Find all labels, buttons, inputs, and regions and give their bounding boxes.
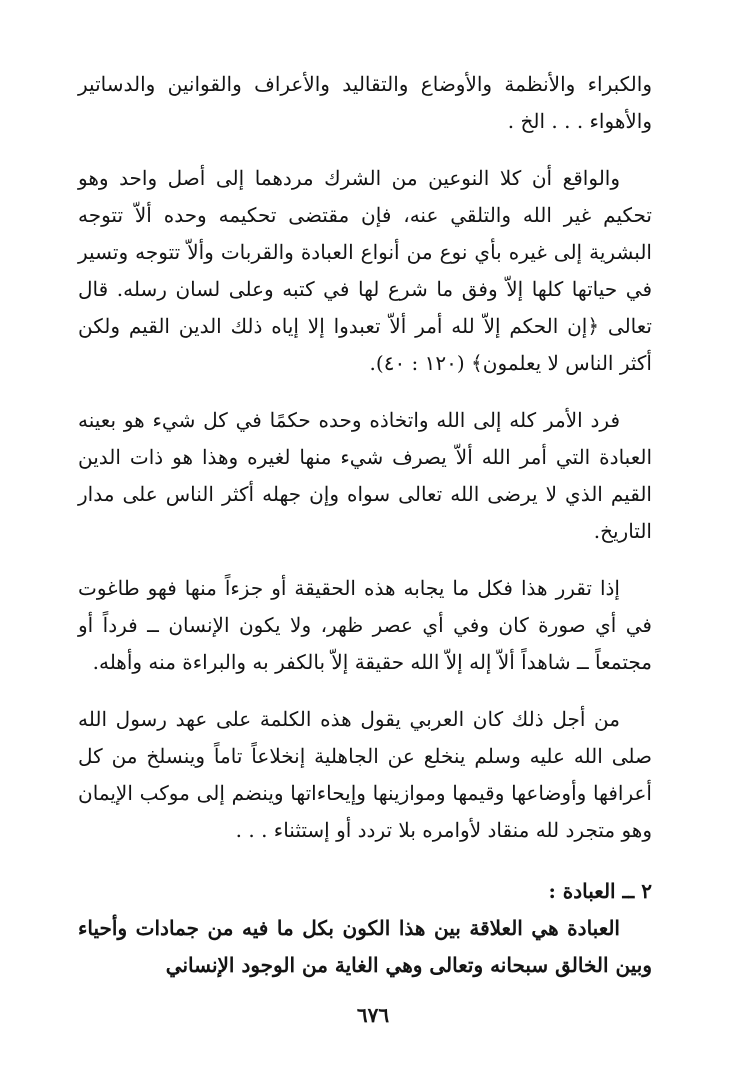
paragraph-shirk-origin: والواقع أن كلا النوعين من الشرك مردهما إلى أصل واحد وهو تحكيم غير الله والتلقي عنه، فإن مقتضى تحكيمه وحده ألاّ تتوجه البشرية إلى غيره بأي نوع من أنواع العبادة والقربات وألاّ تتوجه وتسير في حياتها كلها إلاّ وفق ما شرع لها في كتبه وعلى لسان رسله. قال تعالى ﴿إن الحكم إلاّ لله أمر ألاّ تعبدوا إلا إياه ذلك الدين القيم ولكن أكثر الناس لا يعلمون﴾ (١٢٠ : ٤٠). (78, 166, 652, 375)
page-number: ٦٧٦ (356, 1003, 390, 1027)
paragraph-arab-understanding: من أجل ذلك كان العربي يقول هذه الكلمة على عهد رسول الله صلى الله عليه وسلم ينخلع عن الجاهلية إنخلاعاً تاماً وينسلخ من كل أعرافها وأوضاعها وقيمها وموازينها وإيحاءاتها وينضم إلى موكب الإيمان وهو متجرد لله منقاد لأوامره بلا تردد أو إستثناء . . . (78, 707, 652, 842)
paragraph-continuation: والكبراء والأنظمة والأوضاع والتقاليد والأعراف والقوانين والدساتير والأهواء . . . الخ . (78, 72, 652, 133)
paragraph-taghut: إذا تقرر هذا فكل ما يجابه هذه الحقيقة أو جزءاً منها فهو طاغوت في أي صورة كان وفي أي عصر ظهر، ولا يكون الإنسان ــ فرداً أو مجتمعاً ــ شاهداً ألاّ إله إلاّ الله حقيقة إلاّ بالكفر به والبراءة منه وأهله. (78, 576, 652, 674)
section-paragraph: العبادة هي العلاقة بين هذا الكون بكل ما فيه من جمادات وأحياء وبين الخالق سبحانه وتعالى وهي الغاية من الوجود الإنساني (78, 916, 652, 977)
paragraph-worship-meaning: فرد الأمر كله إلى الله واتخاذه وحده حكمًا في كل شيء هو بعينه العبادة التي أمر الله ألاّ يصرف شيء منها لغيره وهذا هو ذات الدين القيم الذي لا يرضى الله تعالى سواه وإن جهله أكثر الناس على مدار التاريخ. (78, 408, 652, 543)
section-heading: ٢ ــ العبادة : (548, 879, 652, 903)
